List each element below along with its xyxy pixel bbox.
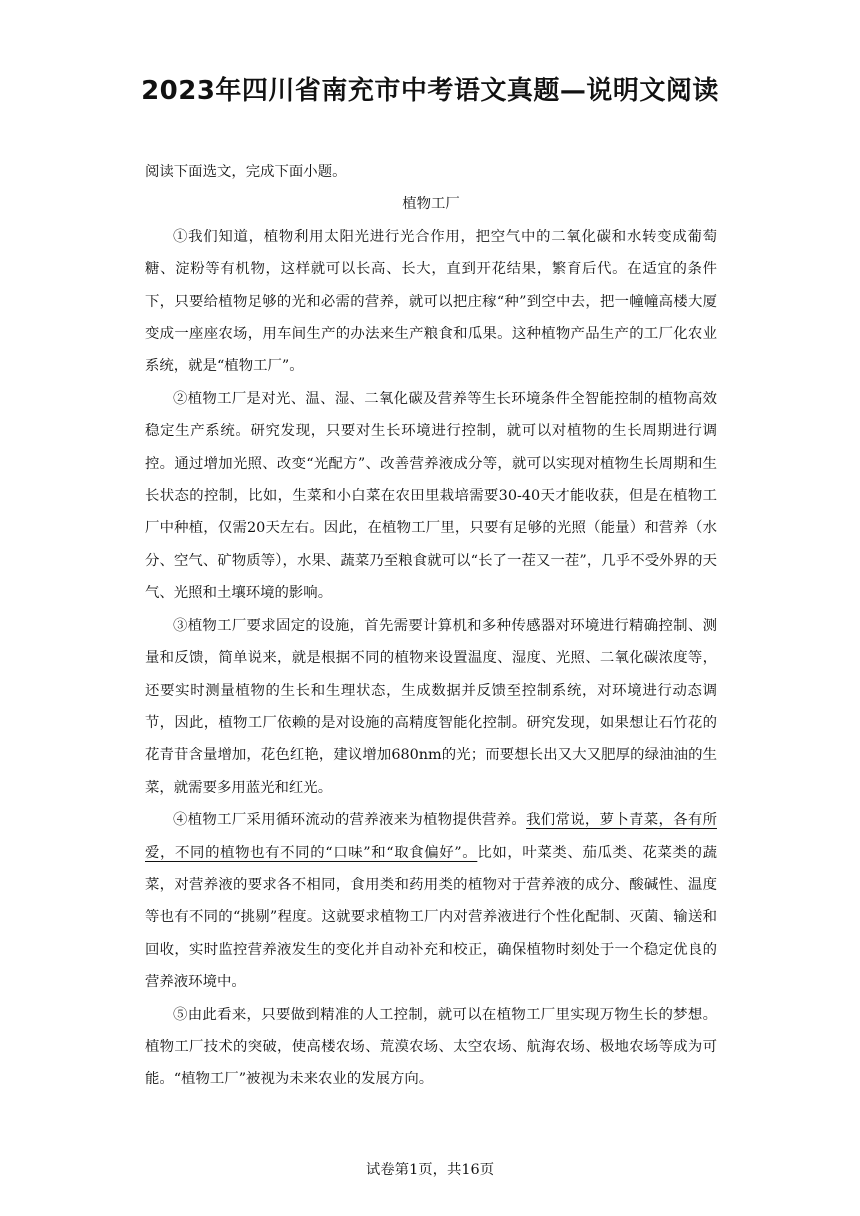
page-footer: 试卷第1页，共16页 <box>365 1162 495 1178</box>
document-body <box>145 156 717 1096</box>
paragraph-4-lead: ④植物工厂采用循环流动的营养液来为植物提供营养。 <box>173 812 527 829</box>
paragraph-1: ①我们知道，植物利用太阳光进行光合作用，把空气中的二氧化碳和水转变成葡萄糖、淀粉等有机物，这样就可以长高、长大，直到开花结果，繁育后代。在适宜的条件下，只要给植物足够的光和必需的营养，就可以把庄稼“种”到空中去，把一幢幢高楼大厦变成一座座农场，用车间生产的办法来生产粮食和瓜果。这种植物产品生产的工厂化农业系统，就是“植物工厂”。 <box>145 228 717 375</box>
paragraph-3: ③植物工厂要求固定的设施，首先需要计算机和多种传感器对环境进行精确控制、测量和反馈，简单说来，就是根据不同的植物来设置温度、湿度、光照、二氧化碳浓度等，还要实时测量植物的生长和生理状态，生成数据并反馈至控制系统，对环境进行动态调节，因此，植物工厂依赖的是对设施的高精度智能化控制。研究发现，如果想让石竹花的花青苷含量增加，花色红艳，建议增加680nm的光；而要想长出又大又肥厚的绿油油的生菜，就需要多用蓝光和红光。 <box>145 617 717 796</box>
underlined-sentence: 我们常说，萝卜青菜，各有所爱，不同的植物也有不同的“口味”和“取食偏好”。 <box>145 812 717 861</box>
paragraph-4 <box>145 804 717 998</box>
article-title: 植物工厂 <box>402 196 460 213</box>
paragraph-4-rest: 比如，叶菜类、茄瓜类、花菜类的蔬菜，对营养液的要求各不相同，食用类和药用类的植物对于营养液的成分、酸碱性、温度等也有不同的“挑剔”程度。这就要求植物工厂内对营养液进行个性化配制、灭菌、输送和回收，实时监控营养液发生的变化并自动补充和校正，确保植物时刻处于一个稳定优良的营养液环境中。 <box>145 844 717 991</box>
paragraph-5: ⑤由此看来，只要做到精准的人工控制，就可以在植物工厂里实现万物生长的梦想。植物工厂技术的突破，使高楼农场、荒漠农场、太空农场、航海农场、极地农场等成为可能。“植物工厂”被视为未来农业的发展方向。 <box>145 1006 717 1088</box>
page-title: 2023年四川省南充市中考语文真题—说明文阅读 <box>141 76 719 106</box>
paragraph-2: ②植物工厂是对光、温、湿、二氧化碳及营养等生长环境条件全智能控制的植物高效稳定生产系统。研究发现，只要对生长环境进行控制，就可以对植物的生长周期进行调控。通过增加光照、改变“光配方”、改善营养液成分等，就可以实现对植物生长周期和生长状态的控制，比如，生菜和小白菜在农田里栽培需要30-40天才能收获，但是在植物工厂中种植，仅需20天左右。因此，在植物工厂里，只要有足够的光照（能量）和营养（水分、空气、矿物质等），水果、蔬菜乃至粮食就可以“长了一茬又一茬”，几乎不受外界的天气、光照和土壤环境的影响。 <box>145 390 717 602</box>
instructions: 阅读下面选文，完成下面小题。 <box>145 164 347 180</box>
